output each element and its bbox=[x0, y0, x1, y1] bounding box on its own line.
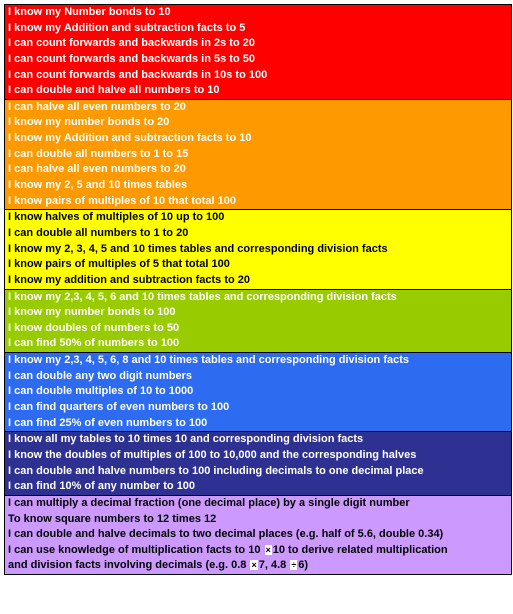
target-row: I can count forwards and backwards in 2s to 20 bbox=[8, 37, 255, 50]
target-row: I can double and halve all numbers to 10 bbox=[8, 84, 220, 97]
band-red bbox=[5, 4, 511, 99]
text-fragment: 10 to derive related multiplication bbox=[272, 543, 448, 556]
text-fragment: and division facts involving decimals (e.g. 0.8 bbox=[8, 559, 247, 572]
target-row: I can double and halve decimals to two decimal places (e.g. half of 5.6, double 0.34) bbox=[8, 528, 444, 541]
band-indigo bbox=[5, 431, 511, 495]
target-row: I know my Addition and subtraction facts to 10 bbox=[8, 132, 252, 145]
target-row: I know pairs of multiples of 5 that total 100 bbox=[8, 258, 230, 271]
target-row: I can halve all even numbers to 20 bbox=[8, 163, 186, 176]
progression-table bbox=[4, 4, 512, 575]
target-row: I know my 2, 5 and 10 times tables bbox=[8, 179, 188, 192]
target-row bbox=[5, 543, 511, 559]
target-row: I know my number bonds to 20 bbox=[8, 116, 170, 129]
operator-symbol: ÷ bbox=[291, 560, 297, 571]
target-row: I know my Number bonds to 10 bbox=[8, 6, 171, 18]
target-row: I know pairs of multiples of 10 that total 100 bbox=[8, 194, 236, 207]
target-row: I know my number bonds to 100 bbox=[8, 306, 176, 319]
target-row: I can double all numbers to 1 to 15 bbox=[8, 147, 189, 160]
target-row: I can find 50% of numbers to 100 bbox=[8, 337, 180, 350]
band-green bbox=[5, 289, 511, 353]
operator-symbol: × bbox=[265, 544, 271, 555]
target-row: I know my 2,3, 4, 5, 6 and 10 times tables and corresponding division facts bbox=[8, 290, 397, 303]
target-row: I know my addition and subtraction facts to 20 bbox=[8, 273, 251, 286]
target-row-continuation bbox=[5, 558, 511, 574]
text-fragment: 7, 4.8 bbox=[258, 559, 287, 572]
band-blue bbox=[5, 352, 511, 431]
band-yellow bbox=[5, 209, 511, 288]
target-row: I can double and halve numbers to 100 including decimals to one decimal place bbox=[8, 464, 424, 477]
target-row: I know halves of multiples of 10 up to 100 bbox=[8, 211, 225, 224]
target-row: I can count forwards and backwards in 5s to 50 bbox=[8, 52, 255, 65]
target-row: I know my Addition and subtraction facts to 5 bbox=[8, 21, 246, 34]
target-row: I know all my tables to 10 times 10 and corresponding division facts bbox=[8, 433, 364, 446]
target-row: I know the doubles of multiples of 100 to 10,000 and the corresponding halves bbox=[8, 448, 417, 461]
target-row: I can count forwards and backwards in 10s to 100 bbox=[8, 68, 268, 81]
text-fragment: I can use knowledge of multiplication facts to 10 bbox=[8, 543, 261, 556]
target-row: I can find quarters of even numbers to 100 bbox=[8, 401, 230, 414]
target-row: I can double any two digit numbers bbox=[8, 369, 192, 382]
operator-symbol: × bbox=[251, 560, 257, 571]
text-fragment: 6) bbox=[298, 559, 309, 572]
target-row: I know doubles of numbers to 50 bbox=[8, 321, 180, 334]
target-row: I know my 2, 3, 4, 5 and 10 times tables and corresponding division facts bbox=[8, 242, 388, 255]
target-row: I can find 25% of even numbers to 100 bbox=[8, 416, 208, 429]
target-row: To know square numbers to 12 times 12 bbox=[8, 512, 217, 525]
target-row: I can double all numbers to 1 to 20 bbox=[8, 226, 189, 239]
target-row: I can multiply a decimal fraction (one decimal place) by a single digit number bbox=[8, 496, 410, 509]
target-row: I know my 2,3, 4, 5, 6, 8 and 10 times tables and corresponding division facts bbox=[8, 354, 410, 367]
target-row: I can double multiples of 10 to 1000 bbox=[8, 385, 194, 398]
target-row: I can halve all even numbers to 20 bbox=[8, 100, 186, 113]
target-row: I can find 10% of any number to 100 bbox=[8, 480, 196, 493]
band-orange bbox=[5, 99, 511, 209]
band-violet bbox=[5, 495, 511, 575]
